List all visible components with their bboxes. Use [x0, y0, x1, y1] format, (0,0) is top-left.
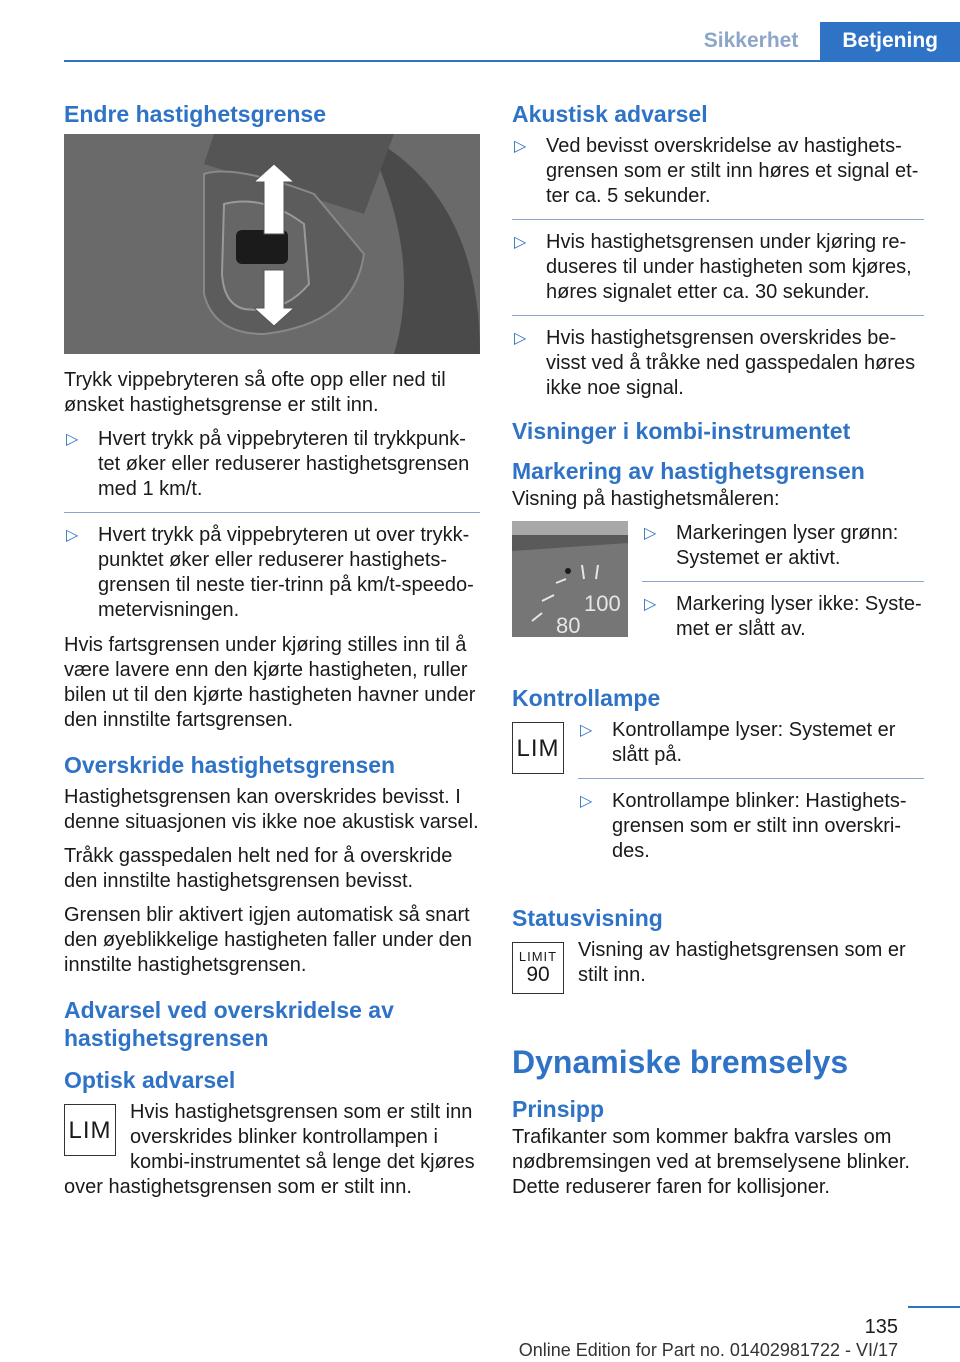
- section-title-kontrollampe: Kontrollampe: [512, 685, 661, 711]
- status-paragraph: Visning av hastighetsgrensen som er stilt inn.: [578, 939, 906, 986]
- steering-wheel-illustration: [64, 134, 480, 354]
- marking-intro: Visning på hastighetsmåleren:: [512, 488, 780, 510]
- section-title-akustisk: Akustisk advarsel: [512, 101, 708, 127]
- marking-bullet-list: [642, 521, 924, 652]
- lamp-block: [512, 718, 924, 880]
- triangle-bullet-icon: ▷: [514, 138, 527, 155]
- section-title-optisk: Optisk advarsel: [64, 1067, 236, 1093]
- steering-wheel-photo: [64, 134, 480, 354]
- right-column: [512, 100, 924, 1209]
- triangle-bullet-icon: ▷: [66, 527, 79, 544]
- section-title-prinsipp: Prinsipp: [512, 1096, 605, 1122]
- triangle-bullet-icon: ▷: [66, 431, 79, 448]
- limit-90-indicator-icon: LIMIT 90: [512, 942, 564, 994]
- list-item: ▷ Hvert trykk på vippebryteren til trykkpunktet øker eller reduserer hastighetsgrensen med 1 km/t.: [66, 428, 470, 500]
- endre-bullet-list: [64, 427, 480, 623]
- footer-rule: [908, 1306, 960, 1308]
- speedometer-illustration: [512, 521, 628, 637]
- paragraph: Tråkk gasspedalen helt ned for å overskride den innstilte hastighetsgrensen bevisst.: [64, 845, 453, 892]
- speedometer-image: [512, 521, 628, 637]
- akustisk-bullet-list: [512, 134, 924, 401]
- left-column: [64, 100, 480, 1209]
- list-item: ▷ Hvis hastighetsgrensen under kjøring reduseres til under hastigheten som kjøres, høres signalet etter ca. 30 sekunder.: [512, 219, 924, 305]
- intro-paragraph: Trykk vippebryteren så ofte opp eller ned til ønsket hastighetsgrense er stilt inn.: [64, 369, 446, 416]
- section-title-visninger: Visninger i kombi-instrumentet: [512, 418, 851, 444]
- triangle-bullet-icon: ▷: [644, 525, 657, 542]
- list-item: ▷ Hvert trykk på vippebryteren ut over trykkpunktet øker eller reduserer hastighetsgrensen til neste tier-trinn på km/t-speedometervisningen.: [64, 512, 480, 623]
- tab-betjening[interactable]: Betjening: [820, 22, 960, 60]
- prinsipp-paragraph: Trafikanter som kommer bakfra varsles om nødbremsingen ved at bremselysene blinker. Dette reduserer faren for kollisjoner.: [512, 1126, 910, 1198]
- page-number: 135: [864, 1316, 898, 1338]
- lim-indicator-icon: LIM: [512, 722, 564, 774]
- list-item: ▷ Markeringen lyser grønn: Systemet er aktivt.: [644, 522, 899, 569]
- fartsgrense-paragraph: Hvis fartsgrensen under kjøring stilles inn til å være lavere enn den kjørte hastigheten, ruller bilen ut til den kjørte hastigheten havner under den innstilte fartsgrensen.: [64, 634, 476, 731]
- list-item: ▷ Kontrollampe blinker: Hastighetsgrensen som er stilt inn overskrides.: [578, 778, 924, 864]
- paragraph: Grensen blir aktivert igjen automatisk så snart den øyeblikkelige hastigheten faller under den innstilte hastighetsgrensen.: [64, 904, 473, 976]
- optisk-block: [64, 1100, 480, 1200]
- triangle-bullet-icon: ▷: [580, 793, 593, 810]
- section-title-overskride: Overskride hastighetsgrensen: [64, 752, 396, 778]
- triangle-bullet-icon: ▷: [514, 234, 527, 251]
- svg-text:80: 80: [556, 613, 581, 637]
- chapter-title-dynamiske: Dynamiske bremselys: [512, 1044, 849, 1080]
- optisk-paragraph: Hvis hastighetsgrensen som er stilt inn overskrides blinker kontrollampen i kombi-instrumentet så lenge det kjøres over hastighetsgrensen som er stilt inn.: [64, 1101, 475, 1198]
- paragraph: Hastighetsgrensen kan overskrides bevisst. I denne situasjonen vis ikke noe akustisk varsel.: [64, 786, 479, 833]
- section-title-statusvisning: Statusvisning: [512, 905, 663, 931]
- list-item: ▷ Ved bevisst overskridelse av hastighetsgrensen som er stilt inn høres et signal etter ca. 5 sekunder.: [514, 135, 919, 207]
- section-title-endre: Endre hastighetsgrense: [64, 101, 327, 127]
- tab-sikkerhet[interactable]: Sikkerhet: [682, 22, 821, 60]
- triangle-bullet-icon: ▷: [644, 596, 657, 613]
- lamp-bullet-list: [578, 718, 924, 874]
- marking-block: [512, 521, 924, 658]
- lim-indicator-icon: LIM: [64, 1104, 116, 1156]
- section-title-markering: Markering av hastighetsgrensen: [512, 458, 865, 484]
- header-rule: [64, 60, 960, 62]
- edition-text: Online Edition for Part no. 01402981722 - VI/17: [518, 1340, 898, 1360]
- section-title-advarsel: Advarsel ved overskridelse av hastighetsgrensen: [64, 997, 394, 1051]
- triangle-bullet-icon: ▷: [514, 330, 527, 347]
- triangle-bullet-icon: ▷: [580, 722, 593, 739]
- list-item: ▷ Kontrollampe lyser: Systemet er slått på.: [580, 719, 896, 766]
- header-tabs: [682, 22, 960, 60]
- list-item: ▷ Hvis hastighetsgrensen overskrides bevisst ved å tråkke ned gasspedalen høres ikke noe signal.: [512, 315, 924, 401]
- list-item: ▷ Markering lyser ikke: Systemet er slått av.: [642, 581, 924, 642]
- status-block: [512, 938, 924, 997]
- svg-text:100: 100: [584, 591, 621, 616]
